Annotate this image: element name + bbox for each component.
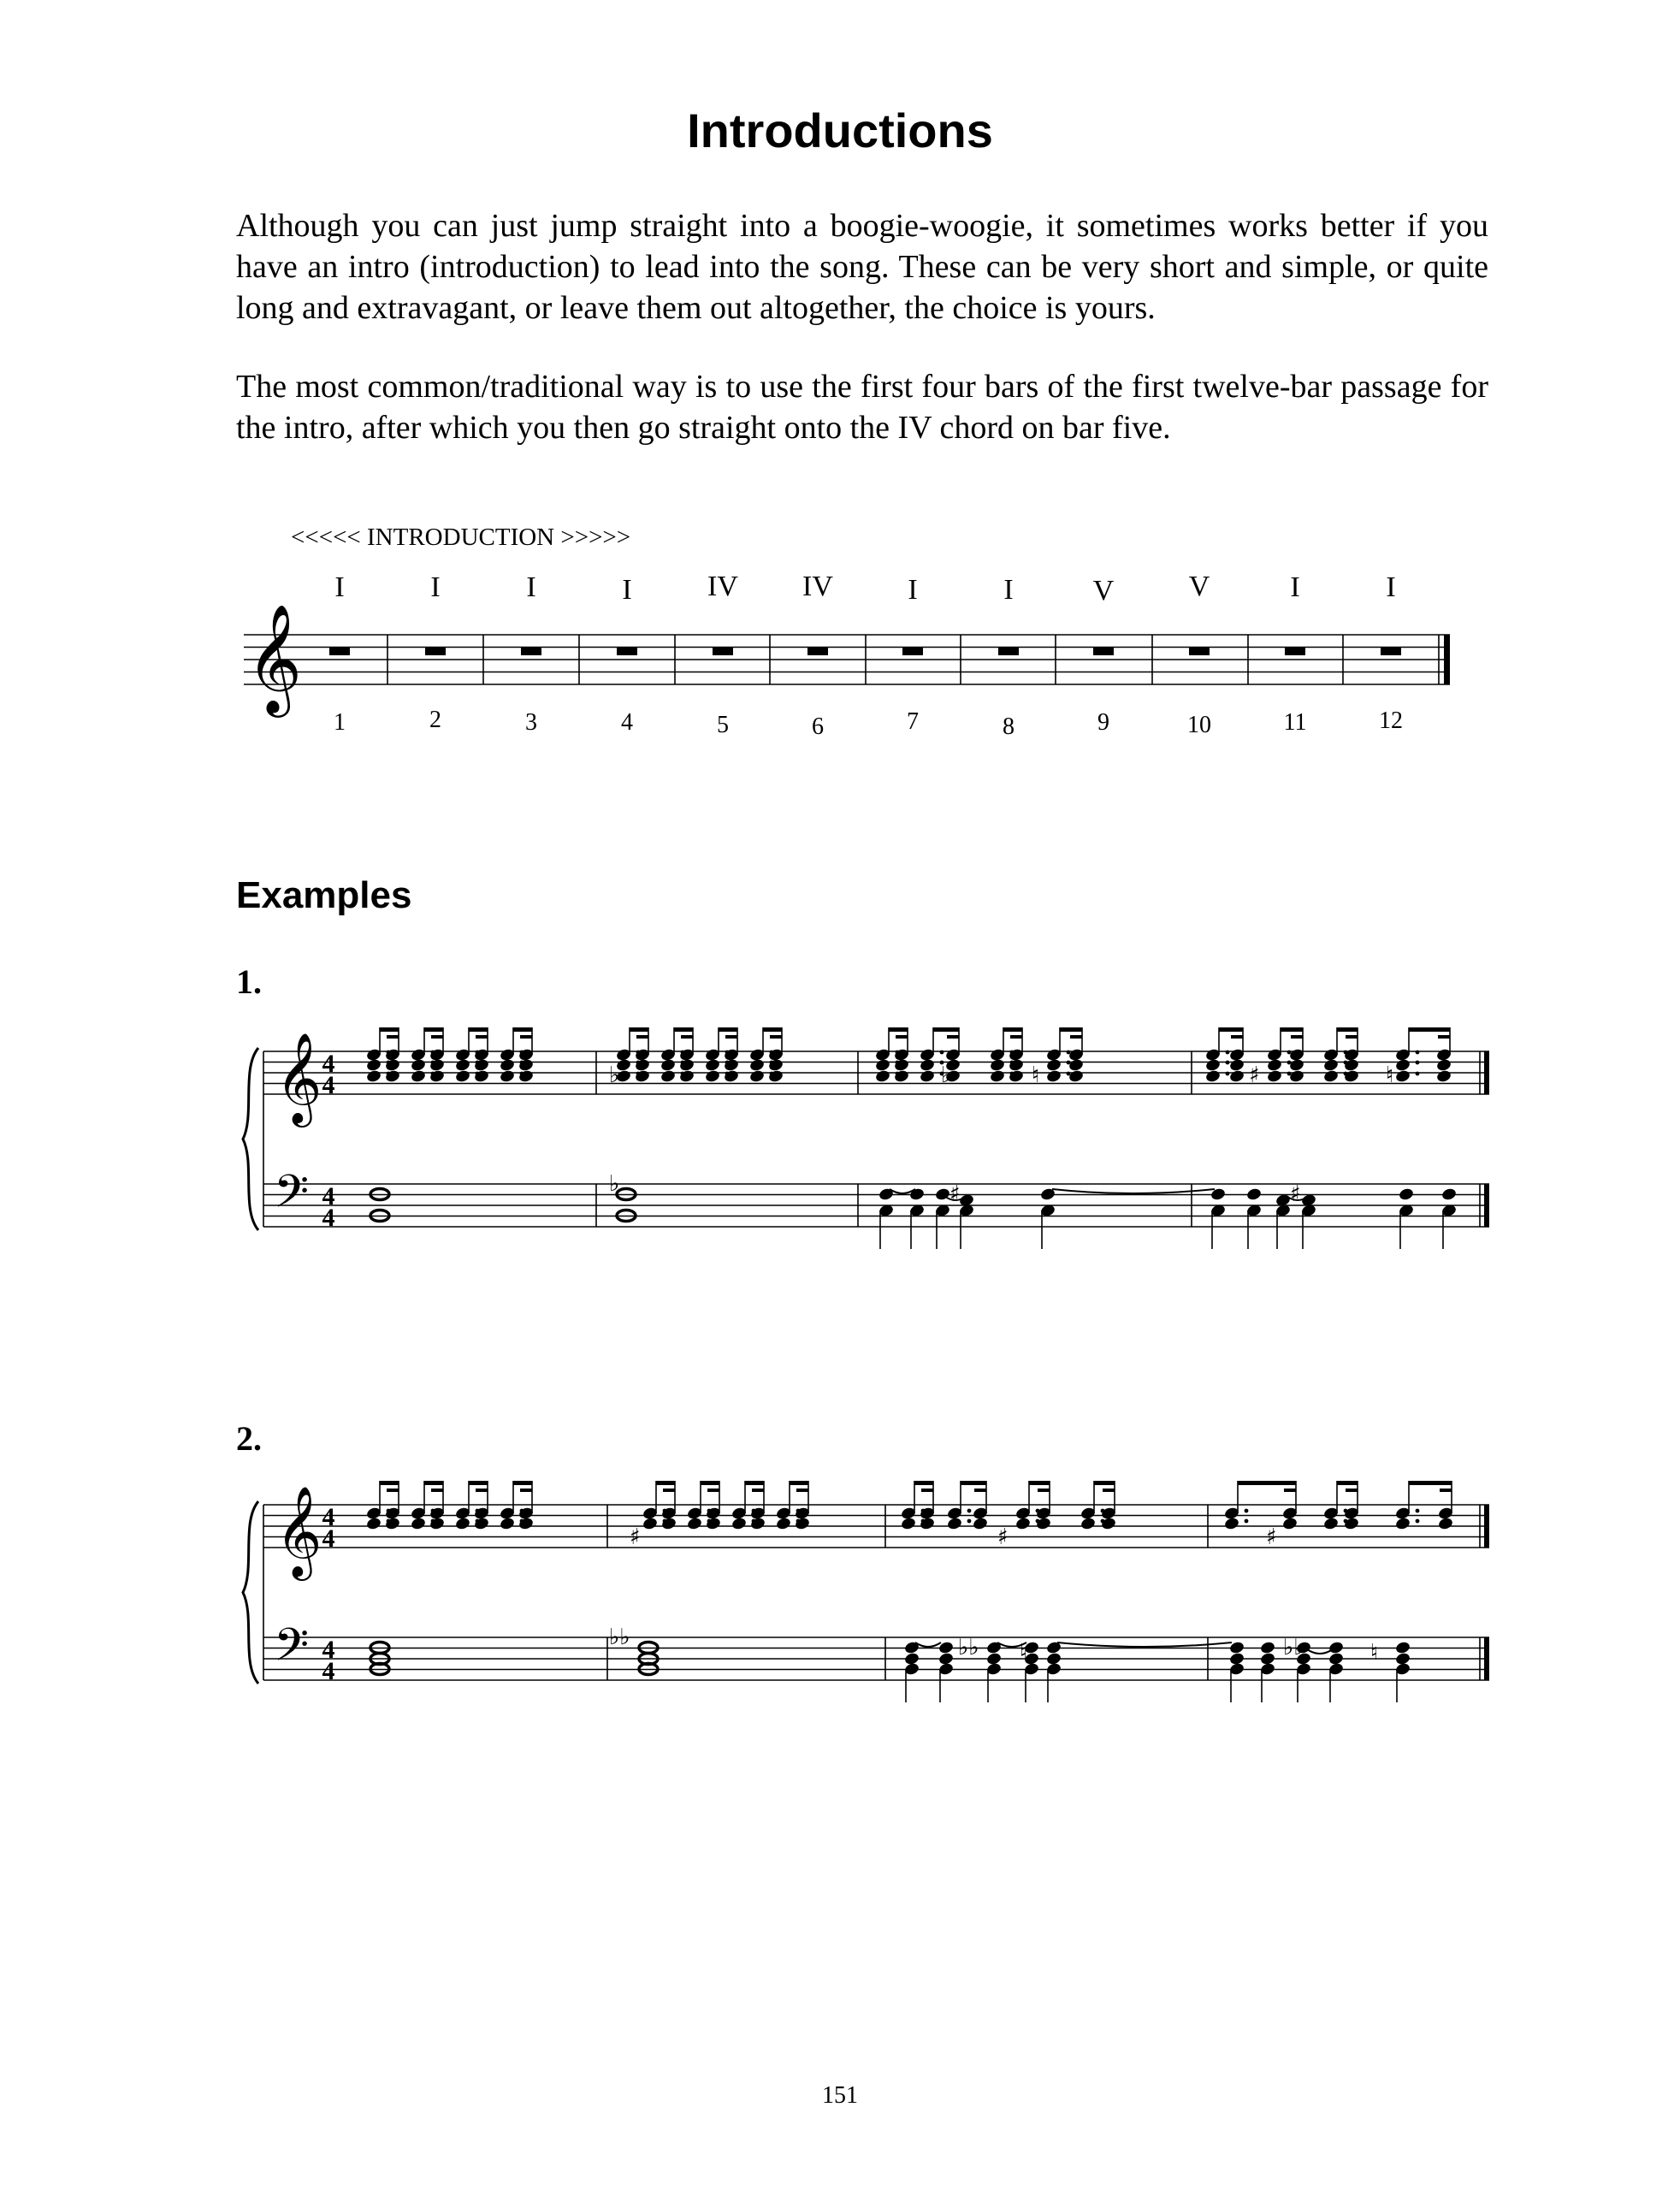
bar-number: 4 [621, 709, 633, 736]
beam [933, 1027, 959, 1032]
chord-notehead [429, 1517, 445, 1531]
example-1-score [243, 1027, 1489, 1249]
chord-notehead [794, 1517, 810, 1531]
chord-notehead [473, 1069, 489, 1084]
augmentation-dot [1287, 1051, 1292, 1055]
chord-notehead [1343, 1058, 1359, 1073]
augmentation-dot [1245, 1519, 1249, 1524]
beam [1029, 1481, 1050, 1485]
page-number: 151 [822, 2082, 858, 2109]
bass-notehead [1328, 1641, 1344, 1655]
beam [1238, 1481, 1296, 1485]
chord-label: V [1092, 575, 1115, 607]
augmentation-dot [1067, 1051, 1071, 1055]
beam [1409, 1027, 1450, 1032]
treble-clef-icon: 𝄞 [275, 1485, 322, 1577]
sharp-icon: ♯ [1290, 1181, 1301, 1207]
chord-notehead [1394, 1058, 1411, 1073]
brace [243, 1501, 258, 1684]
chord-notehead [1223, 1517, 1239, 1531]
beam-secondary [1284, 1489, 1296, 1492]
augmentation-dot [940, 1051, 944, 1055]
bar-number: 1 [334, 709, 346, 736]
chord-notehead [365, 1069, 382, 1084]
natural-icon: ♮ [1370, 1640, 1379, 1666]
chord-notehead [1435, 1069, 1452, 1084]
beam-secondary [1291, 1035, 1303, 1039]
chord-label: IV [802, 571, 833, 602]
chord-notehead [518, 1058, 534, 1073]
chord-notehead [1343, 1069, 1359, 1084]
chord-label: I [430, 571, 441, 603]
chord-notehead [1100, 1517, 1116, 1531]
chord-notehead [660, 1517, 677, 1531]
beam-secondary [1231, 1035, 1243, 1039]
bar-number: 10 [1187, 712, 1211, 738]
example-2-score [243, 1481, 1489, 1702]
bar-number: 8 [1003, 713, 1015, 740]
augmentation-dot [1067, 1061, 1071, 1065]
bass-clef-icon: 𝄢 [274, 1619, 310, 1683]
chord-notehead [767, 1058, 784, 1073]
chord-notehead [900, 1517, 916, 1531]
beam [914, 1481, 933, 1485]
augmentation-dot [1416, 1061, 1420, 1065]
chord-notehead [749, 1517, 766, 1531]
chord-notehead [1437, 1517, 1453, 1531]
beam [469, 1027, 488, 1032]
chord-notehead [1204, 1069, 1221, 1084]
augmentation-dot [1226, 1061, 1230, 1065]
bar-number: 7 [907, 708, 919, 735]
chord-notehead [1343, 1517, 1359, 1531]
chord-notehead [723, 1058, 739, 1073]
beam-secondary [476, 1489, 488, 1492]
beam-secondary [387, 1035, 399, 1039]
chord-notehead [1008, 1058, 1024, 1073]
chord-notehead [499, 1058, 515, 1073]
flat-icon: ♭♭ [958, 1635, 979, 1660]
tie [1307, 1649, 1333, 1654]
chord-notehead [634, 1058, 650, 1073]
time-signature-top: 4 [322, 1503, 335, 1531]
augmentation-dot [1416, 1519, 1420, 1524]
chord-notehead [704, 1069, 720, 1084]
natural-icon: ♮ [1032, 1062, 1040, 1088]
flat-icon: ♭ [941, 1062, 952, 1088]
chord-notehead [410, 1069, 426, 1084]
chord-notehead [919, 1058, 935, 1073]
beam-secondary [520, 1489, 532, 1492]
chord-notehead [384, 1517, 400, 1531]
beam-secondary [681, 1035, 693, 1039]
chord-notehead [1228, 1058, 1245, 1073]
chord-notehead [1068, 1069, 1084, 1084]
treble-clef-icon: 𝄞 [246, 603, 303, 713]
beam-secondary [770, 1035, 782, 1039]
traditional-paragraph: The most common/traditional way is to use the first four bars of the first twelve-bar passage for the intro, after which you then go straight onto the IV chord on bar five. [236, 369, 1488, 446]
chord-notehead [1045, 1058, 1062, 1073]
chord-notehead [731, 1517, 747, 1531]
chord-notehead [775, 1517, 791, 1531]
bar-number: 2 [429, 707, 441, 733]
beam-secondary [1038, 1489, 1050, 1492]
augmentation-dot [1416, 1509, 1420, 1513]
beam [1060, 1027, 1082, 1032]
brace [243, 1048, 258, 1230]
beam-secondary [974, 1489, 986, 1492]
chord-notehead [1322, 1069, 1339, 1084]
chord-notehead [1322, 1517, 1339, 1531]
chord-notehead [518, 1517, 534, 1531]
beam-secondary [431, 1035, 443, 1039]
chord-notehead [660, 1069, 676, 1084]
bass-notehead [1394, 1641, 1411, 1655]
bass-notehead [908, 1187, 925, 1202]
chord-notehead [1394, 1069, 1411, 1084]
beam-secondary [947, 1035, 959, 1039]
beam [469, 1481, 488, 1485]
chord-notehead [893, 1069, 909, 1084]
chord-notehead [678, 1069, 695, 1084]
beam [1337, 1027, 1358, 1032]
natural-icon: ♮ [1020, 1640, 1028, 1666]
example-1-number: 1. [236, 962, 262, 1001]
beam-secondary [663, 1489, 675, 1492]
beam [1337, 1481, 1358, 1485]
bar-number: 3 [525, 709, 537, 736]
page-title: Introductions [687, 104, 993, 157]
beam [1409, 1481, 1452, 1485]
chord-notehead [634, 1069, 650, 1084]
chord-notehead [989, 1058, 1005, 1073]
chord-label: I [1003, 574, 1014, 606]
chord-notehead [1035, 1517, 1051, 1531]
sharp-icon: ♯ [1266, 1524, 1277, 1550]
chord-label: I [334, 571, 345, 603]
beam [380, 1481, 399, 1485]
final-barline-thick [1484, 1637, 1489, 1680]
natural-icon: ♮ [1386, 1062, 1394, 1088]
beam [763, 1027, 782, 1032]
beam-secondary [725, 1035, 737, 1039]
chord-notehead [972, 1517, 988, 1531]
chord-label: I [1386, 571, 1396, 603]
chord-notehead [705, 1517, 721, 1531]
augmentation-dot [1416, 1051, 1420, 1055]
final-barline-thick [1484, 1505, 1489, 1548]
chord-notehead [704, 1058, 720, 1073]
chord-notehead [499, 1517, 515, 1531]
time-signature-bottom: 4 [322, 1657, 335, 1685]
chord-notehead [1015, 1517, 1031, 1531]
final-barline-thick [1484, 1051, 1489, 1094]
chord-notehead [642, 1517, 658, 1531]
chord-notehead [365, 1517, 382, 1531]
chord-notehead [1435, 1058, 1452, 1073]
final-barline-thick [1484, 1184, 1489, 1227]
augmentation-dot [1287, 1061, 1292, 1065]
chord-notehead [473, 1058, 489, 1073]
flat-icon: ♭♭ [609, 1625, 630, 1650]
chord-notehead [1288, 1069, 1304, 1084]
chord-notehead [499, 1069, 515, 1084]
chord-notehead [384, 1069, 400, 1084]
chord-notehead [410, 1517, 426, 1531]
beam [1094, 1481, 1115, 1485]
augmentation-dot [1226, 1072, 1230, 1076]
chord-notehead [1068, 1058, 1084, 1073]
augmentation-dot [1245, 1509, 1249, 1513]
intro-label: <<<<< INTRODUCTION >>>>> [291, 524, 631, 551]
chord-notehead [919, 1069, 935, 1084]
time-signature-top: 4 [322, 1636, 335, 1664]
chord-notehead [429, 1058, 445, 1073]
bar-number: 6 [812, 713, 824, 740]
time-signature-top: 4 [322, 1050, 335, 1078]
tie [1052, 1189, 1215, 1193]
flat-icon: ♭ [609, 1062, 620, 1088]
beam-secondary [921, 1489, 933, 1492]
beam [424, 1481, 443, 1485]
augmentation-dot [967, 1509, 972, 1513]
chord-notehead [384, 1058, 400, 1073]
chord-label: I [1290, 571, 1300, 603]
chord-label: I [908, 574, 918, 606]
beam-secondary [1103, 1489, 1115, 1492]
sharp-icon: ♯ [630, 1524, 641, 1550]
bass-notehead [1245, 1187, 1262, 1202]
chord-notehead [1266, 1069, 1282, 1084]
bass-notehead [1398, 1187, 1414, 1202]
chord-notehead [989, 1069, 1005, 1084]
beam-secondary [1346, 1489, 1358, 1492]
beam-secondary [1070, 1035, 1082, 1039]
beam-secondary [636, 1035, 648, 1039]
beam-secondary [387, 1489, 399, 1492]
chord-notehead [919, 1517, 935, 1531]
beam-secondary [1010, 1035, 1022, 1039]
beam [701, 1481, 719, 1485]
chord-notehead [1008, 1069, 1024, 1084]
chord-notehead [454, 1517, 470, 1531]
beam-secondary [1440, 1489, 1452, 1492]
examples-heading: Examples [236, 874, 412, 916]
beam [630, 1027, 648, 1032]
beam [1003, 1027, 1022, 1032]
chord-notehead [1281, 1517, 1298, 1531]
beam [380, 1027, 399, 1032]
chord-label: I [526, 571, 536, 603]
beam-secondary [796, 1489, 808, 1492]
time-signature-bottom: 4 [322, 1204, 335, 1232]
augmentation-dot [1226, 1051, 1230, 1055]
bass-notehead [1259, 1641, 1275, 1655]
augmentation-dot [967, 1519, 972, 1524]
chord-notehead [1394, 1517, 1411, 1531]
intro-paragraph: Although you can just jump straight into a boogie-woogie, it sometimes works better if you have an intro (introduction) to lead into the song. These can be very short and simple, or quite long and extravagant, or leave them out altogether, the choice is yours. [236, 208, 1488, 326]
chord-notehead [874, 1058, 890, 1073]
beam-secondary [1438, 1035, 1450, 1039]
sharp-icon: ♯ [997, 1524, 1009, 1550]
tie [915, 1642, 941, 1647]
chord-notehead [365, 1058, 382, 1073]
chord-notehead [473, 1517, 489, 1531]
time-signature-bottom: 4 [322, 1071, 335, 1099]
beam-secondary [707, 1489, 719, 1492]
beam-secondary [476, 1035, 488, 1039]
beam [719, 1027, 737, 1032]
beam [889, 1027, 908, 1032]
bass-notehead [903, 1641, 920, 1655]
chord-notehead [1228, 1069, 1245, 1084]
beam [513, 1481, 532, 1485]
chord-notehead [518, 1069, 534, 1084]
bar-number: 5 [717, 712, 729, 738]
example-2-number: 2. [236, 1419, 262, 1458]
flat-icon: ♭♭ [1283, 1635, 1304, 1660]
beam-secondary [1346, 1035, 1358, 1039]
beam [674, 1027, 693, 1032]
time-signature-top: 4 [322, 1182, 335, 1210]
bar-number: 9 [1097, 709, 1109, 736]
chord-notehead [454, 1069, 470, 1084]
beam [513, 1027, 532, 1032]
chord-notehead [1288, 1058, 1304, 1073]
chord-notehead [723, 1069, 739, 1084]
beam-secondary [896, 1035, 908, 1039]
chord-notehead [748, 1069, 765, 1084]
chord-label: IV [707, 571, 738, 602]
beam [1281, 1027, 1303, 1032]
chord-notehead [767, 1069, 784, 1084]
beam-secondary [431, 1489, 443, 1492]
beam [745, 1481, 764, 1485]
tie [1057, 1642, 1232, 1647]
bass-notehead [985, 1641, 1002, 1655]
beam-secondary [752, 1489, 764, 1492]
chord-notehead [1080, 1517, 1096, 1531]
treble-clef-icon: 𝄞 [275, 1032, 322, 1123]
chord-notehead [410, 1058, 426, 1073]
chord-notehead [686, 1517, 702, 1531]
chord-notehead [1204, 1058, 1221, 1073]
chord-notehead [1045, 1069, 1062, 1084]
beam [790, 1481, 808, 1485]
chord-notehead [1322, 1058, 1339, 1073]
chord-notehead [946, 1517, 962, 1531]
beam-secondary [520, 1035, 532, 1039]
beam [1219, 1027, 1243, 1032]
sharp-icon: ♯ [949, 1181, 961, 1207]
chord-notehead [429, 1069, 445, 1084]
chord-notehead [660, 1058, 676, 1073]
time-signature-bottom: 4 [322, 1524, 335, 1553]
chord-notehead [454, 1058, 470, 1073]
chord-notehead [748, 1058, 765, 1073]
sharp-icon: ♯ [1249, 1062, 1260, 1088]
chord-label: I [622, 574, 632, 606]
chord-label: V [1188, 571, 1210, 602]
augmentation-dot [1067, 1072, 1071, 1076]
bar-number: 11 [1283, 709, 1307, 736]
beam [424, 1027, 443, 1032]
bar-number: 12 [1379, 707, 1403, 734]
augmentation-dot [1287, 1072, 1292, 1076]
chord-notehead [1266, 1058, 1282, 1073]
bass-clef-icon: 𝄢 [274, 1166, 310, 1229]
augmentation-dot [1416, 1072, 1420, 1076]
beam [656, 1481, 675, 1485]
beam [961, 1481, 986, 1485]
chord-notehead [678, 1058, 695, 1073]
bass-notehead [878, 1187, 894, 1202]
bass-notehead [1440, 1187, 1457, 1202]
flat-icon: ♭ [609, 1171, 620, 1197]
chord-notehead [874, 1069, 890, 1084]
chord-notehead [893, 1058, 909, 1073]
